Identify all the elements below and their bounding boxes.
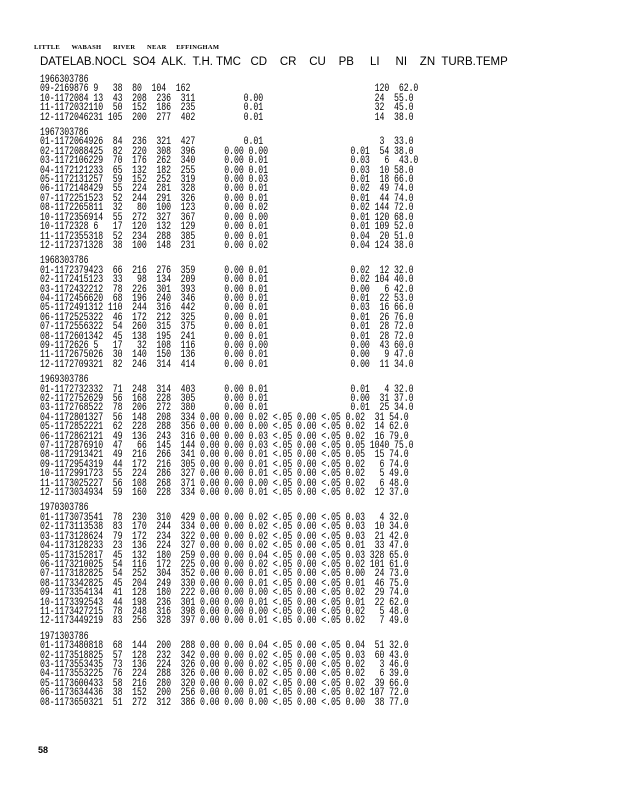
table-row: 05-1173152817 45 132 180 259 0.00 0.00 0.04 <.05 0.00 <.05 0.03 328 65.0	[40, 549, 409, 562]
table-row: 01-1172732332 71 248 314 403 0.00 0.01 0.01 4 32.0	[40, 383, 414, 396]
table-row: 11-1173025227 56 108 268 371 0.00 0.00 0.00 <.05 0.00 <.05 0.02 6 48.0	[40, 477, 409, 490]
table-row: 11-1172032110 50 152 186 235 0.01 32 45.0	[40, 102, 414, 115]
table-row: 07-1172251523 52 244 291 326 0.00 0.01 0.01 44 74.0	[40, 192, 414, 205]
table-row: 12-1173449219 83 256 328 397 0.00 0.00 0.01 <.05 0.00 <.05 0.02 7 49.0	[40, 615, 409, 628]
table-row: 04-1172456620 68 196 240 346 0.00 0.01 0.01 22 53.0	[40, 292, 414, 305]
table-row: 11-1172675026 30 140 150 136 0.00 0.01 0.00 9 47.0	[40, 349, 414, 362]
year-heading: 1971303786	[40, 630, 89, 643]
year-heading: 1968303786	[40, 255, 89, 268]
table-row: 01-1173073541 78 230 310 429 0.00 0.00 0.02 <.05 0.00 <.05 0.03 4 32.0	[40, 511, 409, 524]
table-row: 07-1173182825 54 252 304 352 0.00 0.00 0.01 <.05 0.00 <.05 0.00 24 73.0	[40, 568, 409, 581]
table-row: 03-1172106229 70 176 262 340 0.00 0.01 0.03 6 43.0	[40, 155, 419, 168]
table-row: 06-1172525322 46 172 212 325 0.00 0.01 0.01 26 76.0	[40, 311, 414, 324]
table-row: 01-1172064926 84 236 321 427 0.01 3 33.0	[40, 136, 414, 149]
table-row: 06-1173210025 54 116 172 225 0.00 0.00 0.02 <.05 0.00 <.05 0.02 101 61.0	[40, 558, 409, 571]
table-row: 06-1172148429 55 224 281 328 0.00 0.01 0.02 49 74.0	[40, 183, 414, 196]
table-row: 05-1172131257 59 152 252 319 0.00 0.03 0.01 18 66.0	[40, 174, 414, 187]
table-row: 07-1172876910 47 66 145 144 0.00 0.00 0.03 <.05 0.00 <.05 0.05 1040 75.0	[40, 440, 414, 453]
table-row: 08-1173650321 51 272 312 386 0.00 0.00 0.00 <.05 0.00 <.05 0.00 38 77.0	[40, 696, 409, 709]
table-row: 12-1172371328 38 100 148 231 0.00 0.02 0.04 124 38.0	[40, 239, 414, 252]
table-row: 02-1173113538 83 170 244 334 0.00 0.00 0.02 <.05 0.00 <.05 0.03 10 34.0	[40, 521, 409, 534]
table-row: 10-1172356914 55 272 327 367 0.00 0.00 0.01 120 68.0	[40, 211, 414, 224]
table-row: 10-1172328 6 17 120 132 129 0.00 0.01 0.01 109 52.0	[40, 221, 414, 234]
table-row: 09-1172626 5 17 32 108 116 0.00 0.00 0.00 43 60.0	[40, 339, 414, 352]
year-heading: 1970303786	[40, 502, 89, 515]
data-table	[40, 76, 418, 708]
table-row: 09-2169876 9 38 80 104 162 120 62.0	[40, 83, 419, 96]
table-row: 03-1172768522 78 206 272 380 0.00 0.01 0.01 25 34.0	[40, 402, 414, 415]
table-row: 08-1172913421 49 216 266 341 0.00 0.00 0.01 <.05 0.00 <.05 0.05 15 74.0	[40, 449, 409, 462]
table-row: 12-1173034934 59 160 228 334 0.00 0.00 0.01 <.05 0.00 <.05 0.02 12 37.0	[40, 487, 409, 500]
table-row: 02-1172088425 82 220 308 396 0.00 0.00 0.01 54 38.0	[40, 145, 414, 158]
table-row: 09-1172954319 44 172 216 305 0.00 0.00 0.01 <.05 0.00 <.05 0.02 6 74.0	[40, 458, 409, 471]
table-row: 03-1173553435 73 136 224 326 0.00 0.00 0.02 <.05 0.00 <.05 0.02 3 46.0	[40, 658, 409, 671]
table-row: 02-1172415123 33 98 134 209 0.00 0.01 0.02 104 40.0	[40, 274, 414, 287]
table-row: 08-1173342825 45 204 249 330 0.00 0.00 0.01 <.05 0.00 <.05 0.01 46 75.0	[40, 577, 409, 590]
table-row: 12-1172046231 105 200 277 402 0.01 14 38.0	[40, 111, 414, 124]
year-heading: 1967303786	[40, 127, 89, 140]
table-row: 04-1173553225 76 224 288 326 0.00 0.00 0.02 <.05 0.00 <.05 0.02 6 39.0	[40, 668, 409, 681]
table-row: 04-1173128233 23 136 224 327 0.00 0.00 0.02 <.05 0.00 <.05 0.01 33 47.0	[40, 540, 409, 553]
table-row: 03-1172432212 78 226 301 393 0.00 0.01 0.00 6 42.0	[40, 283, 414, 296]
table-row: 05-1172852221 62 228 288 356 0.00 0.00 0.00 <.05 0.00 <.05 0.02 14 62.0	[40, 421, 409, 434]
page-number: 58	[38, 745, 49, 755]
table-row: 02-1173518825 57 128 232 342 0.00 0.00 0.02 <.05 0.00 <.05 0.03 60 43.0	[40, 649, 409, 662]
table-row: 11-1173427215 78 248 316 398 0.00 0.00 0.00 <.05 0.00 <.05 0.02 5 48.0	[40, 605, 409, 618]
year-heading: 1969303786	[40, 374, 89, 387]
station-header: LITTLE WABASH RIVER NEAR EFFINGHAM	[34, 44, 220, 51]
table-row: 01-1172379423 66 216 276 359 0.00 0.01 0.02 12 32.0	[40, 264, 414, 277]
table-row: 02-1172752629 56 168 228 305 0.00 0.01 0.00 31 37.0	[40, 393, 414, 405]
table-row: 01-1173480818 68 144 200 288 0.00 0.00 0.04 <.05 0.00 <.05 0.04 51 32.0	[40, 640, 409, 653]
table-row: 04-1172801327 56 148 208 334 0.00 0.00 0.02 <.05 0.00 <.05 0.02 31 54.0	[40, 411, 409, 424]
table-row: 05-1172491312 110 244 316 442 0.00 0.01 0.03 16 66.0	[40, 302, 414, 315]
table-row: 10-1173392543 44 198 236 301 0.00 0.00 0.01 <.05 0.00 <.05 0.01 22 62.0	[40, 596, 409, 609]
table-row: 05-1173600433 58 216 280 320 0.00 0.00 0.02 <.05 0.00 <.05 0.02 39 66.0	[40, 677, 409, 690]
table-row: 07-1172556322 54 260 315 375 0.00 0.01 0.01 28 72.0	[40, 321, 414, 334]
table-row: 03-1173128624 79 172 234 322 0.00 0.00 0.02 <.05 0.00 <.05 0.03 21 42.0	[40, 530, 409, 543]
year-heading: 1966303786	[40, 74, 89, 86]
table-row: 10-1172991723 55 224 286 327 0.00 0.00 0.01 <.05 0.00 <.05 0.02 5 49.0	[40, 468, 409, 481]
table-row: 08-1172601342 45 138 195 241 0.00 0.01 0.01 28 72.0	[40, 330, 414, 343]
table-row: 09-1173354134 41 128 180 222 0.00 0.00 0.00 <.05 0.00 <.05 0.02 29 74.0	[40, 587, 409, 600]
table-row: 04-1172121233 65 132 182 255 0.00 0.01 0.03 10 58.0	[40, 164, 414, 177]
table-row: 06-1173634436 38 152 200 256 0.00 0.00 0.01 <.05 0.00 <.05 0.02 107 72.0	[40, 687, 409, 700]
table-row: 11-1172355318 52 234 288 385 0.00 0.01 0.04 20 51.0	[40, 230, 414, 243]
table-row: 08-1172265811 32 80 100 123 0.00 0.02 0.02 144 72.0	[40, 202, 414, 215]
column-header: DATELAB.NOCL SO4 ALK. T.H. TMC CD CR CU PB LI NI ZN TURB.TEMP	[40, 56, 508, 68]
table-row: 10-1172084 13 43 208 236 311 0.00 24 55.0	[40, 92, 414, 105]
table-row: 06-1172862121 49 136 243 316 0.00 0.00 0.03 <.05 0.00 <.05 0.02 16 79.0	[40, 430, 409, 443]
table-row: 12-1172709321 82 246 314 414 0.00 0.01 0.00 11 34.0	[40, 358, 414, 371]
